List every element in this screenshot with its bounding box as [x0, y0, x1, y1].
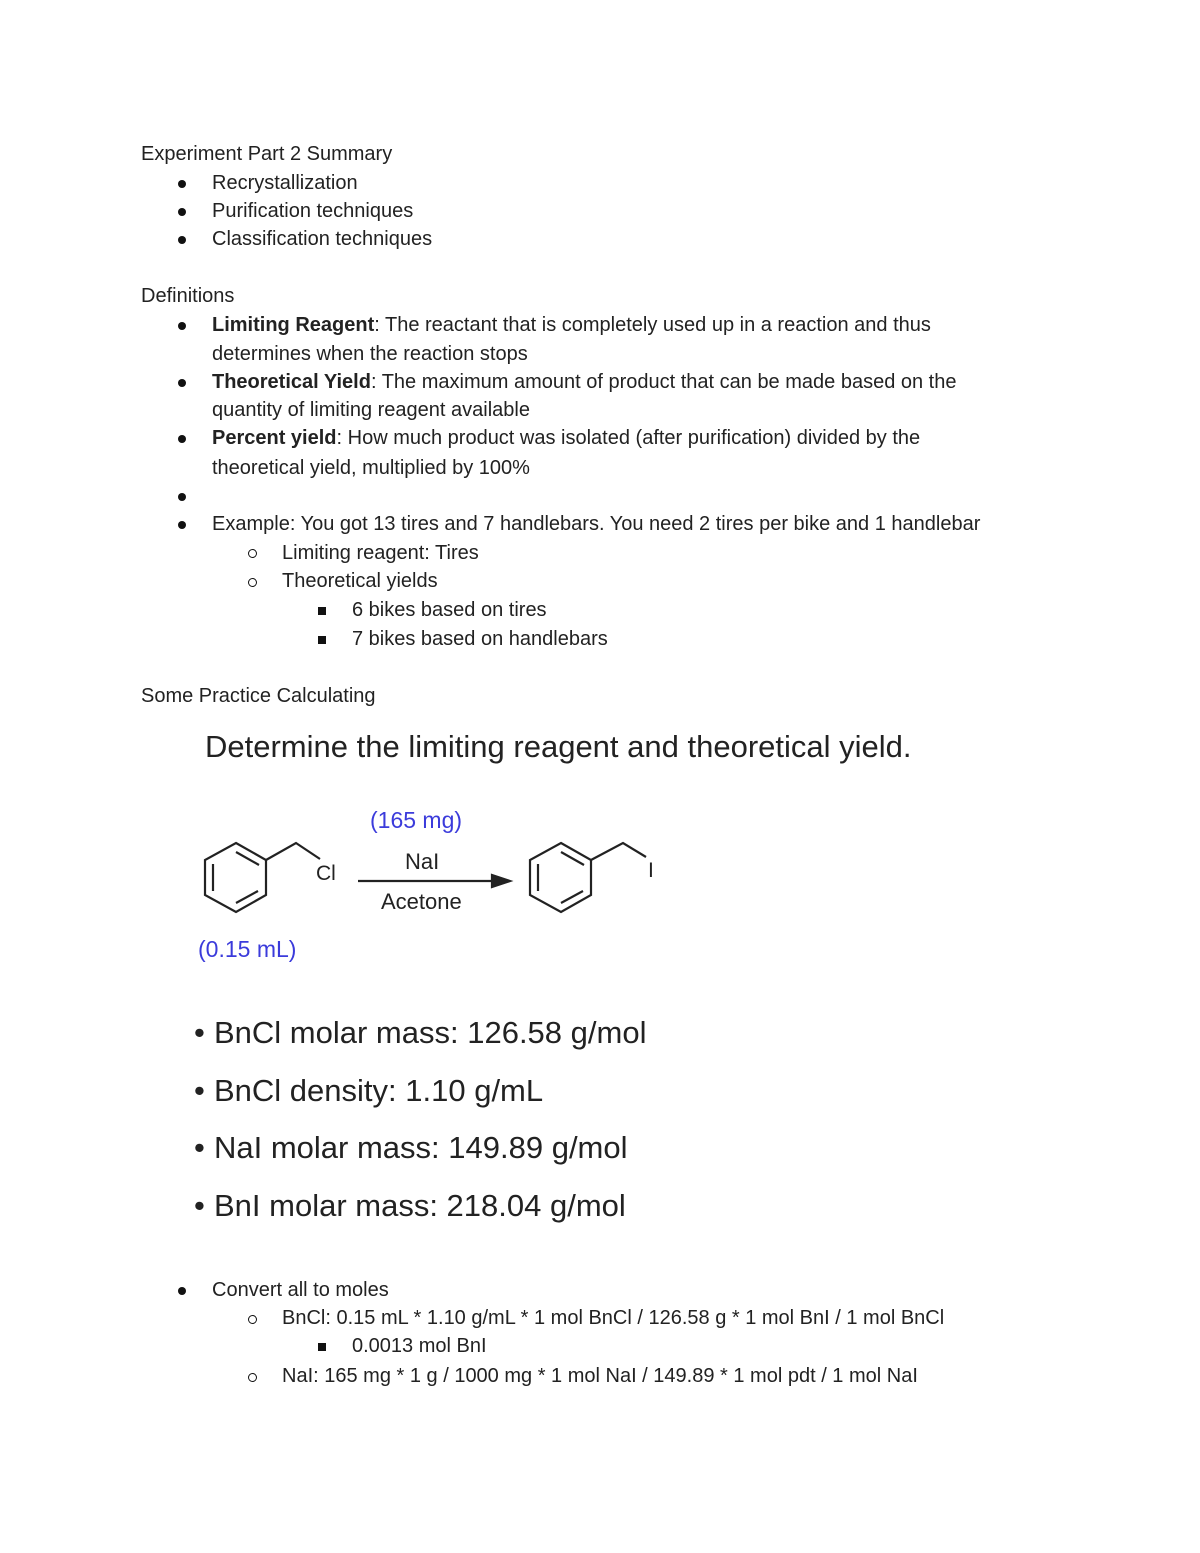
fact-bncl-density: BnCl density: 1.10 g/mL [214, 1073, 544, 1108]
definition-text: : The maximum amount of product that can be made based on the [370, 371, 957, 393]
definition-percent [212, 424, 920, 452]
term-theoretical-yield: Theoretical Yield [212, 371, 371, 393]
fact-bncl-molar-mass: BnCl molar mass: 126.58 g/mol [214, 1015, 647, 1050]
summary-item: Purification techniques [212, 200, 414, 222]
sub-sub-bullet-square [318, 636, 326, 644]
reactant-chlorine-label: Cl [316, 862, 336, 885]
benzene-ring-product [530, 843, 646, 912]
empty-bullet-dot [178, 493, 186, 501]
sub-bullet-ring [248, 578, 257, 587]
definition-limiting [212, 311, 931, 339]
definition-continuation: quantity of limiting reagent available [212, 399, 530, 421]
yield-handlebars: 7 bikes based on handlebars [352, 628, 608, 650]
reaction-arrow [358, 875, 510, 887]
practice-figure [180, 715, 1060, 1255]
sub-bullet-ring [248, 1315, 257, 1324]
bullet-dot [178, 180, 186, 188]
bullet-dot [178, 379, 186, 387]
definition-text: : How much product was isolated (after purification) divided by the [336, 427, 921, 449]
sub-sub-bullet-square [318, 607, 326, 615]
fact-bni-molar-mass: BnI molar mass: 218.04 g/mol [214, 1188, 626, 1223]
summary-item: Recrystallization [212, 172, 358, 194]
reagent-amount: (165 mg) [370, 807, 463, 833]
nai-calculation: NaI: 165 mg * 1 g / 1000 mg * 1 mol NaI / 149.89 * 1 mol pdt / 1 mol NaI [282, 1365, 918, 1387]
fact-nai-molar-mass: NaI molar mass: 149.89 g/mol [214, 1130, 628, 1165]
definition-continuation: determines when the reaction stops [212, 343, 528, 365]
figure-bullet: • [194, 1015, 205, 1050]
example-text: Example: You got 13 tires and 7 handlebars. You need 2 tires per bike and 1 handlebar [212, 513, 981, 535]
summary-heading: Experiment Part 2 Summary [141, 143, 393, 165]
yield-tires: 6 bikes based on tires [352, 599, 547, 621]
reagent-label: NaI [405, 849, 440, 874]
figure-bullet: • [194, 1073, 205, 1108]
term-percent-yield: Percent yield [212, 427, 337, 449]
term-limiting-reagent: Limiting Reagent [212, 314, 375, 336]
bullet-dot [178, 208, 186, 216]
sub-bullet-ring [248, 549, 257, 558]
figure-title: Determine the limiting reagent and theoretical yield. [205, 729, 912, 764]
figure-fact [194, 1128, 628, 1168]
example-limiting: Limiting reagent: Tires [282, 542, 479, 564]
sub-bullet-ring [248, 1373, 257, 1382]
solvent-label: Acetone [381, 889, 462, 914]
figure-bullet: • [194, 1188, 205, 1223]
bullet-dot [178, 521, 186, 529]
convert-text: Convert all to moles [212, 1279, 389, 1301]
bncl-calculation: BnCl: 0.15 mL * 1.10 g/mL * 1 mol BnCl / 126.58 g * 1 mol BnI / 1 mol BnCl [282, 1307, 945, 1329]
figure-fact [194, 1186, 626, 1226]
sub-sub-bullet-square [318, 1343, 326, 1351]
reactant-amount: (0.15 mL) [198, 936, 297, 962]
bullet-dot [178, 236, 186, 244]
figure-fact [194, 1013, 646, 1053]
bullet-dot [178, 1287, 186, 1295]
figure-fact [194, 1071, 543, 1111]
product-iodine-label: I [648, 859, 654, 882]
bullet-dot [178, 322, 186, 330]
bullet-dot [178, 435, 186, 443]
summary-item: Classification techniques [212, 228, 433, 250]
example-yields: Theoretical yields [282, 570, 438, 592]
definitions-heading: Definitions [141, 285, 235, 307]
definition-text: : The reactant that is completely used up in a reaction and thus [374, 314, 931, 336]
definition-continuation: theoretical yield, multiplied by 100% [212, 457, 530, 479]
definition-theoretical [212, 368, 956, 396]
practice-heading: Some Practice Calculating [141, 685, 376, 707]
figure-bullet: • [194, 1130, 205, 1165]
bncl-result: 0.0013 mol BnI [352, 1335, 487, 1357]
benzene-ring-reactant [205, 843, 320, 912]
